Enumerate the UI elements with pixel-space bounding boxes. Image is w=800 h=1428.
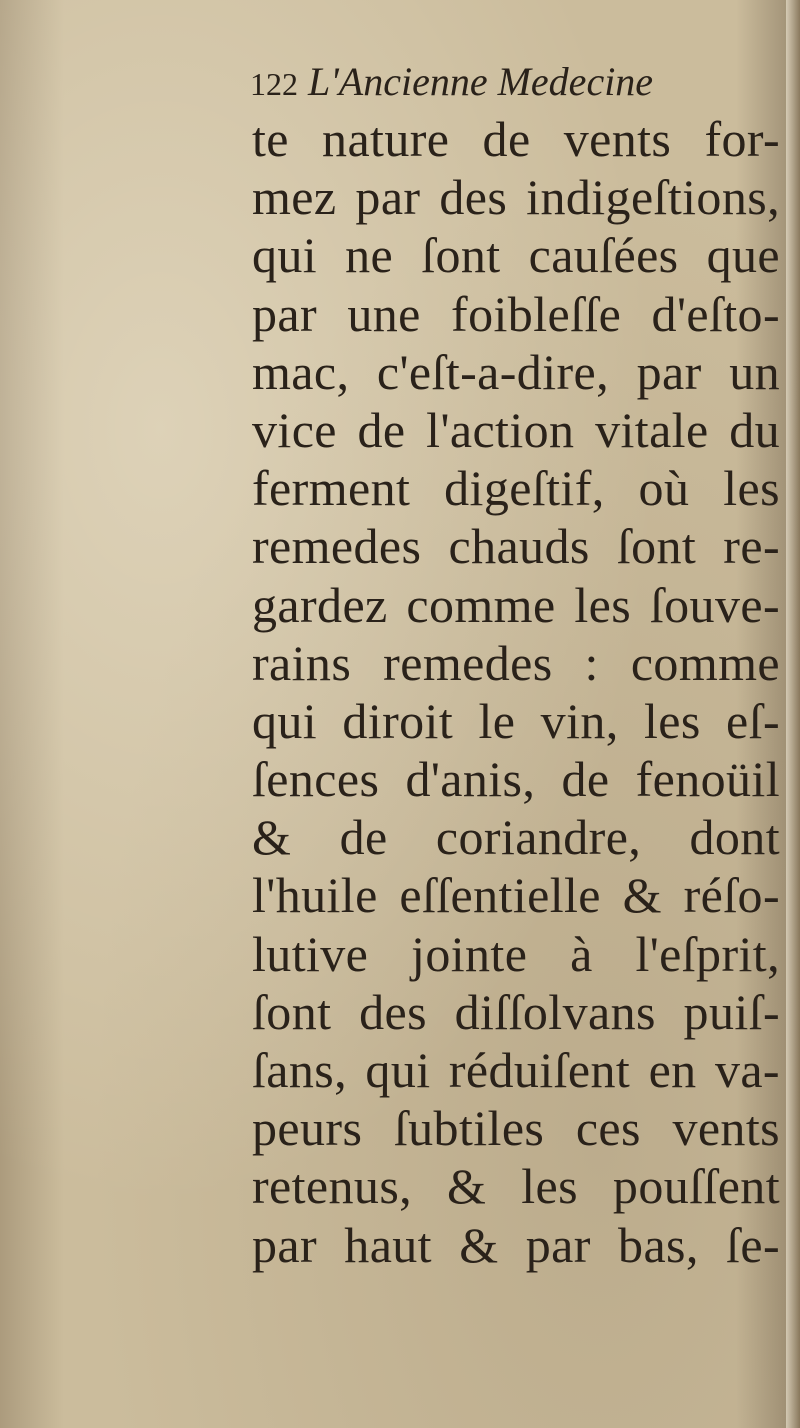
body-text bbox=[252, 110, 792, 1274]
text-line: par une foibleſſe d'eſto- bbox=[252, 285, 780, 342]
text-line: ferment digeſtif, où les bbox=[252, 460, 780, 517]
text-line: mez par des indigeſtions, bbox=[252, 169, 780, 226]
text-line: ſences d'anis, de fenoüil bbox=[252, 751, 780, 808]
text-line: qui diroit le vin, les eſ- bbox=[252, 692, 780, 749]
text-line: qui ne ſont cauſées que bbox=[252, 227, 780, 284]
text-line: rains remedes : comme bbox=[252, 634, 780, 691]
text-line: lutive jointe à l'eſprit, bbox=[252, 925, 780, 982]
running-title: L'Ancienne Medecine bbox=[308, 59, 654, 104]
text-line: te nature de vents for- bbox=[252, 111, 780, 167]
text-line: gardez comme les ſouve- bbox=[252, 576, 780, 633]
page-number: 122 bbox=[250, 66, 298, 102]
text-line: ſont des diſſolvans puiſ- bbox=[252, 983, 780, 1040]
text-line: peurs ſubtiles ces vents bbox=[252, 1100, 780, 1157]
text-line: l'huile eſſentielle & réſo- bbox=[252, 867, 780, 924]
text-line: remedes chauds ſont re- bbox=[252, 518, 780, 575]
text-line: retenus, & les pouſſent bbox=[252, 1158, 780, 1215]
running-head bbox=[250, 58, 653, 108]
text-line: & de coriandre, dont bbox=[252, 809, 780, 866]
text-line: par haut & par bas, ſe- bbox=[252, 1216, 780, 1273]
text-line: ſans, qui réduiſent en va- bbox=[252, 1042, 780, 1098]
text-line: mac, c'eſt-a-dire, par un bbox=[252, 343, 780, 400]
text-line: vice de l'action vitale du bbox=[252, 401, 780, 458]
